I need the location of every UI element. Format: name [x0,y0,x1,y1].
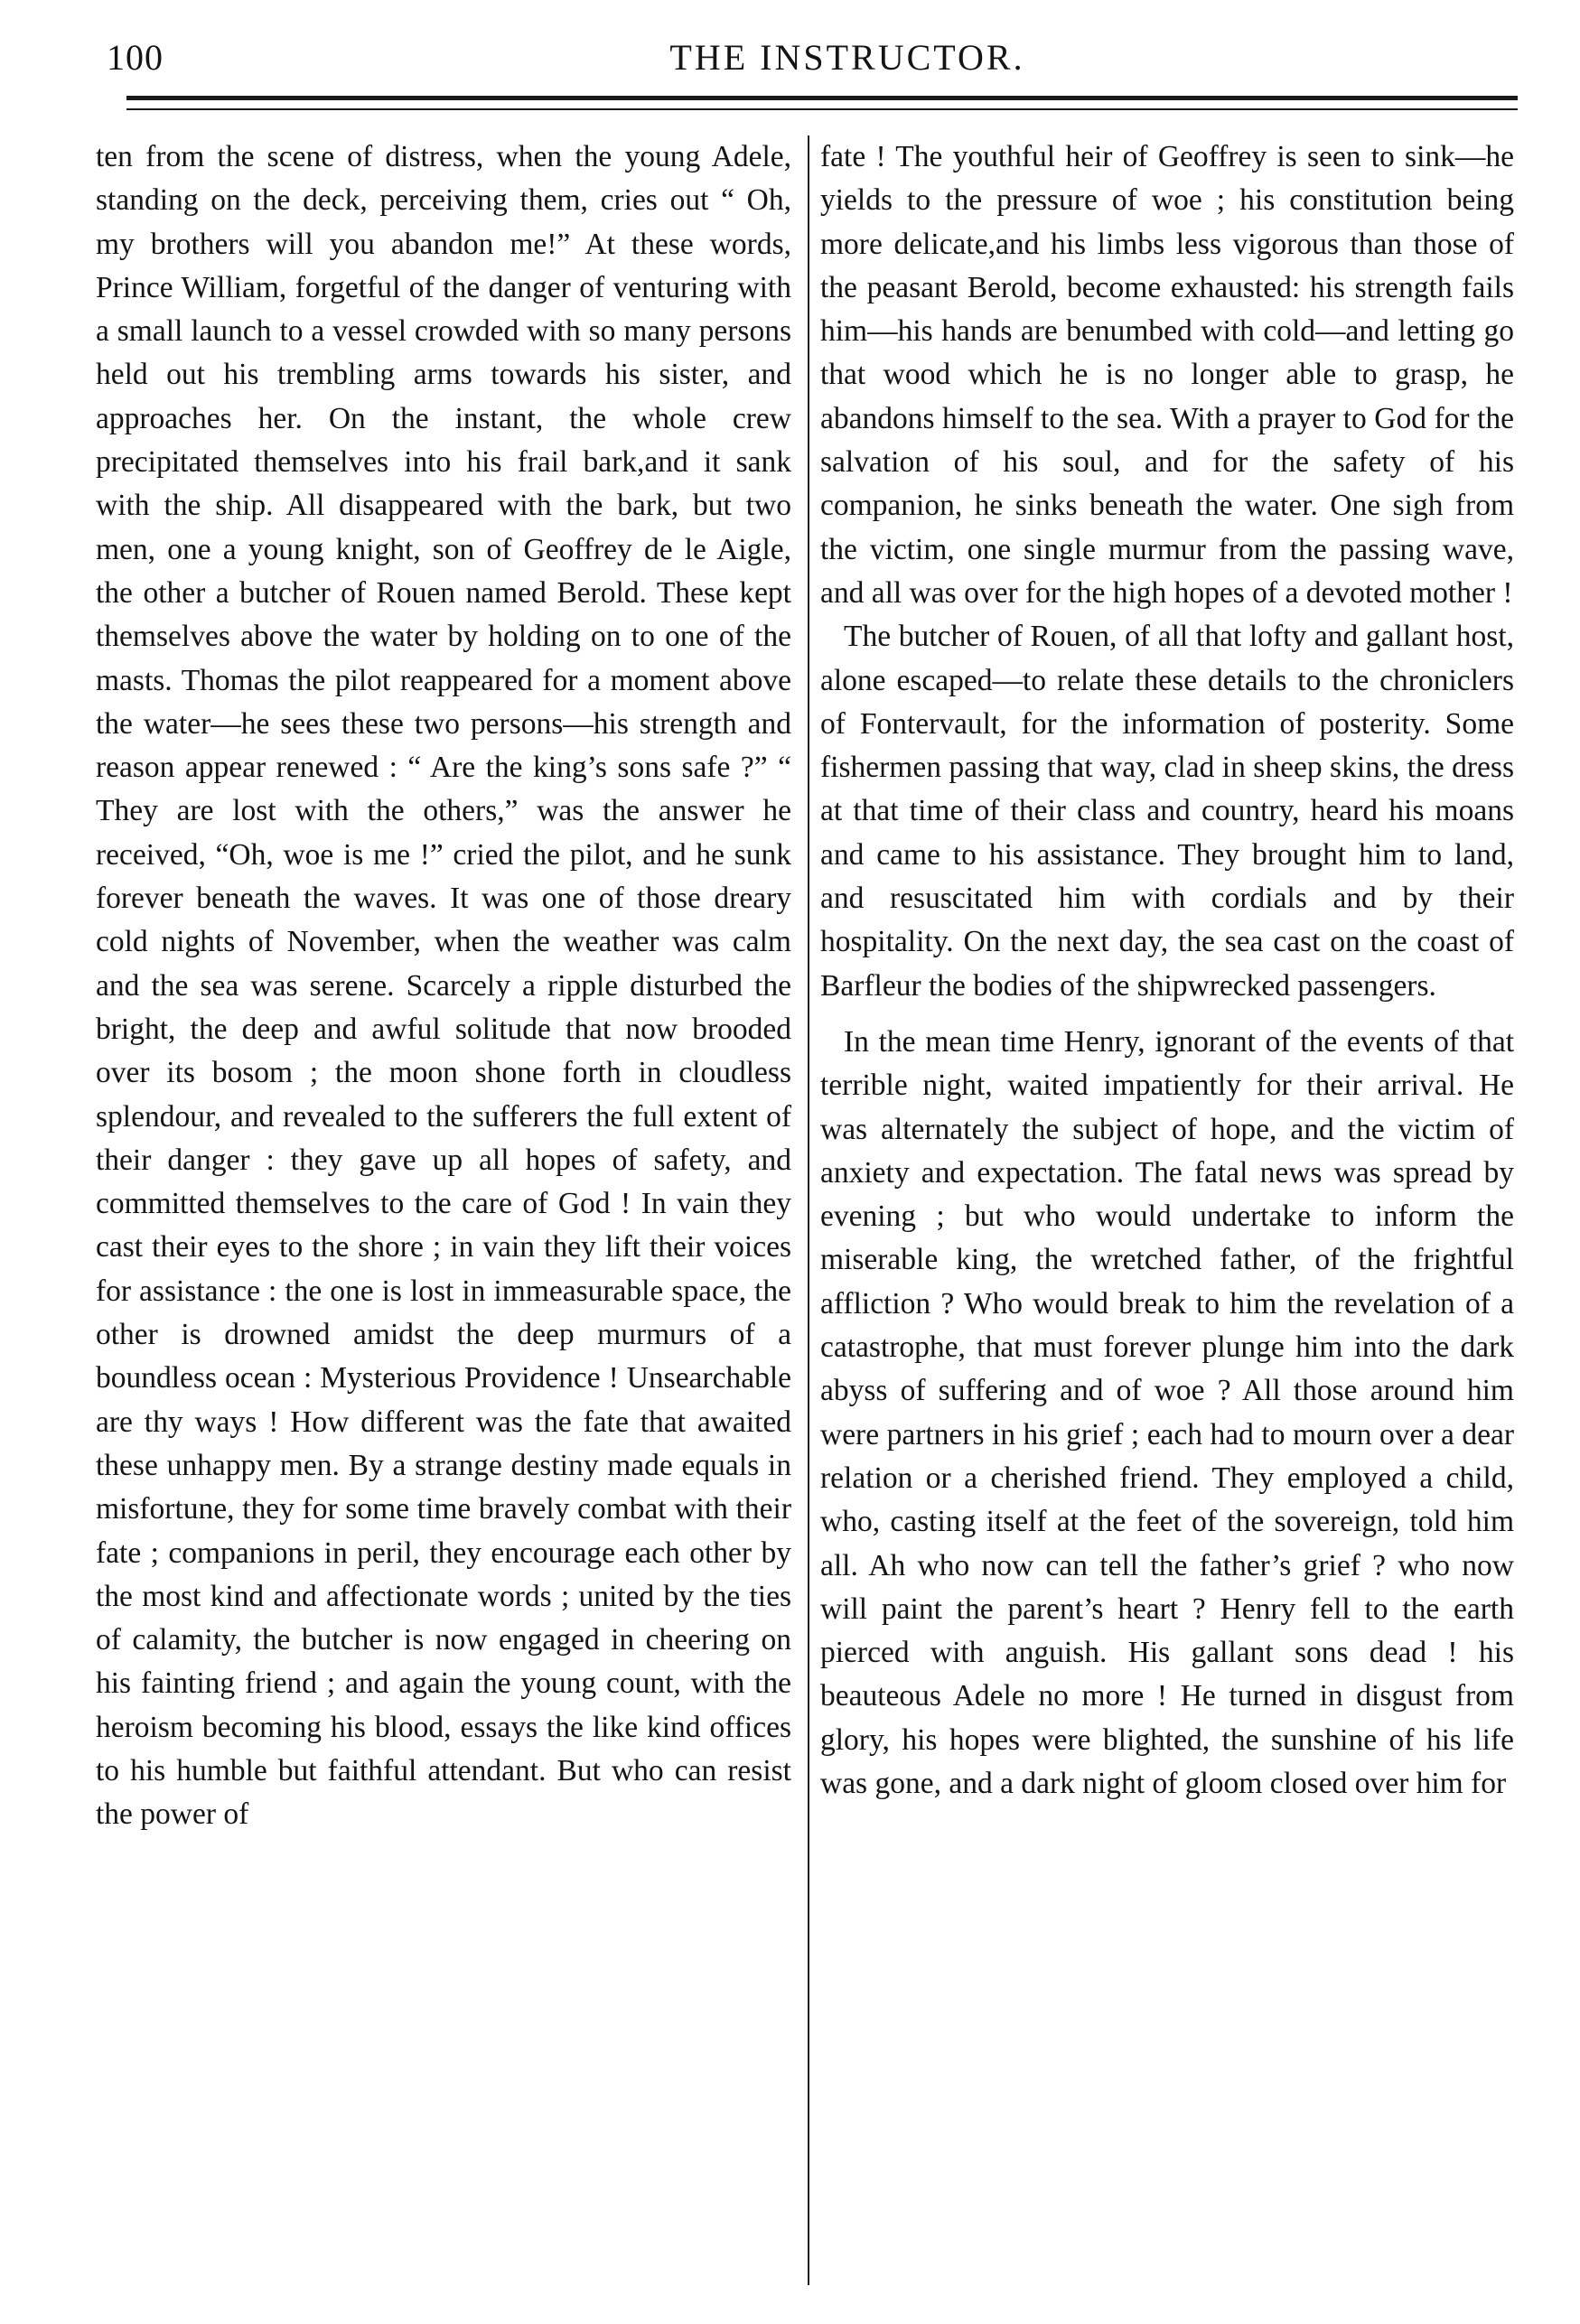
column-divider [808,135,809,2285]
header-rule-thin [126,108,1518,110]
left-column [96,135,791,2285]
left-column-paragraph: ten from the scene of distress, when the young Adele, standing on the deck, perceiving them, cries out “ Oh, my brothers will you abandon me!” At these words, Prince William, forgetful of the danger of venturing with a small launch to a vessel crowded with so many persons held out his trembling arms towards his sister, and approaches her. On the instant, the whole crew precipitated themselves into his frail bark,and it sank with the ship. All disappeared with the bark, but two men, one a young knight, son of Geoffrey de le Aigle, the other a butcher of Rouen named Berold. These kept themselves above the water by holding on to one of the masts. Thomas the pilot reappeared for a moment above the water—he sees these two persons—his strength and reason appear renewed : “ Are the king’s sons safe ?” “ They are lost with the others,” was the answer he received, “Oh, woe is me !” cried the pilot, and he sunk forever beneath the waves. It was one of those dreary cold nights of November, when the weather was calm and the sea was serene. Scarcely a ripple disturbed the bright, the deep and awful solitude that now brooded over its bosom ; the moon shone forth in cloudless splendour, and revealed to the sufferers the full extent of their danger : they gave up all hopes of safety, and committed themselves to the care of God ! In vain they cast their eyes to the shore ; in vain they lift their voices for assistance : the one is lost in immeasurable space, the other is drowned amidst the deep murmurs of a boundless ocean : Mysterious Providence ! Unsearchable are thy ways ! How different was the fate that awaited these unhappy men. By a strange destiny made equals in misfortune, they for some time bravely combat with their fate ; companions in peril, they encourage each other by the most kind and affectionate words ; united by the ties of calamity, the butcher is now engaged in cheering on his fainting friend ; and again the young count, with the heroism becoming his blood, essays the like kind offices to his humble but faithful attendant. But who can resist the power of [96,140,791,1832]
right-column [820,135,1514,2285]
page-number: 100 [107,37,164,78]
right-column-paragraph-1: fate ! The youthful heir of Geoffrey is seen to sink—he yields to the pressure of woe ; his constitution being more delicate,and his limbs less vigorous than those of the peasant Berold, become exhausted: his strength fails him—his hands are benumbed with cold—and letting go that wood which he is no longer able to grasp, he abandons himself to the sea. With a prayer to God for the salvation of his soul, and for the safety of his companion, he sinks beneath the water. One sigh from the victim, one single murmur from the passing wave, and all was over for the high hopes of a devoted mother ! [820,140,1514,610]
right-column-paragraph-2: The butcher of Rouen, of all that lofty and gallant host, alone escaped—to relate these details to the chroniclers of Fontervault, for the information of posterity. Some fishermen passing that way, clad in sheep skins, the dress at that time of their class and country, heard his moans and came to his assistance. They brought him to land, and resuscitated him with cordials and by their hospitality. On the next day, the sea cast on the coast of Barfleur the bodies of the shipwrecked passengers. [820,620,1514,1003]
header-rule-thick [126,96,1518,100]
running-head [107,31,1516,85]
right-column-paragraph-3: In the mean time Henry, ignorant of the events of that terrible night, waited impatiently for their arrival. He was alternately the subject of hope, and the victim of anxiety and expectation. The fatal news was spread by evening ; but who would undertake to inform the miserable king, the wretched father, of the frightful affliction ? Who would break to him the revelation of a catastrophe, that must forever plunge him into the dark abyss of suffering and of woe ? All those around him were partners in his grief ; each had to mourn over a dear relation or a cherished friend. They employed a child, who, casting itself at the feet of the sovereign, told him all. Ah who now can tell the father’s grief ? who now will paint the parent’s heart ? Henry fell to the earth pierced with anguish. His gallant sons dead ! his beauteous Adele no more ! He turned in disgust from glory, his hopes were blighted, the sunshine of his life was gone, and a dark night of gloom closed over him for [820,1024,1514,1800]
journal-title: THE INSTRUCTOR. [669,37,1025,78]
